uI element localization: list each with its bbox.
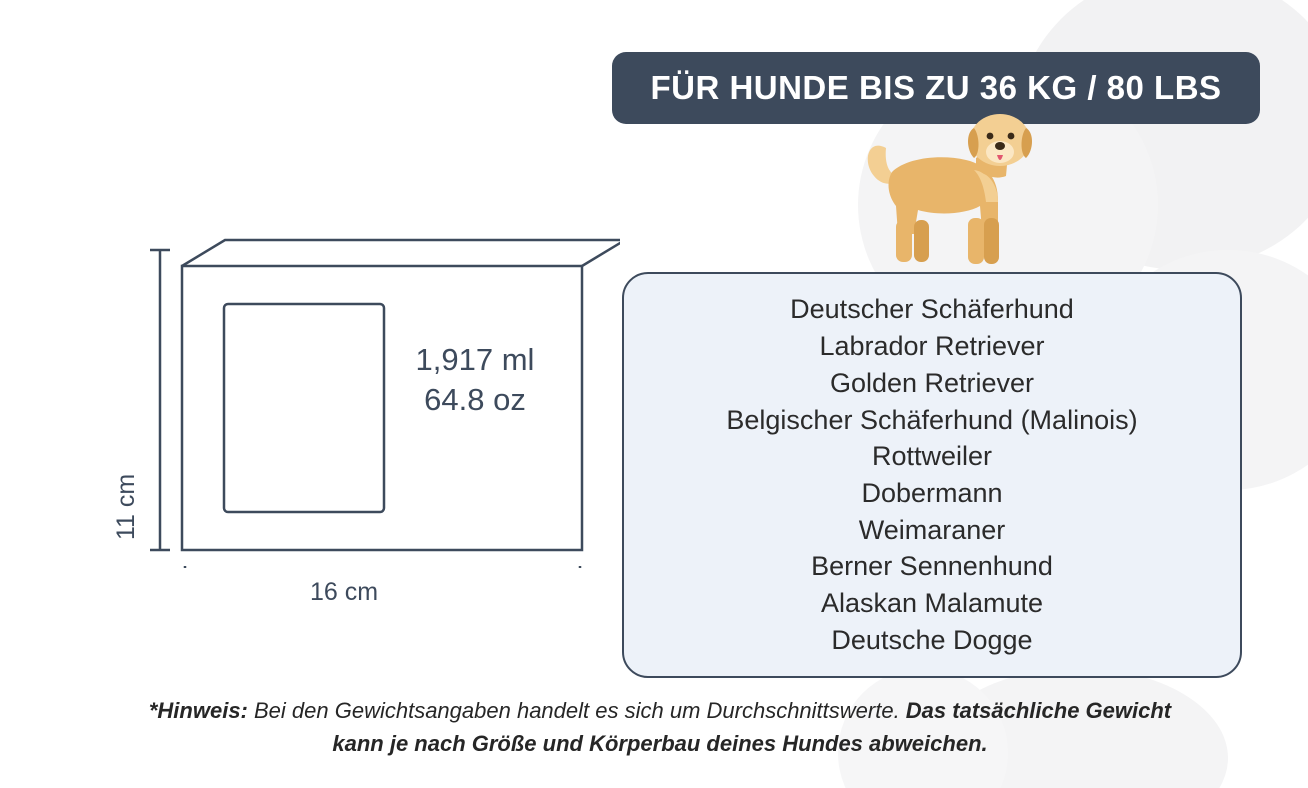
height-dimension-label: 11 cm	[112, 473, 140, 540]
list-item: Rottweiler	[871, 441, 993, 472]
list-item: Deutscher Schäferhund	[790, 294, 1074, 325]
footnote-bold: Das tatsächliche Gewicht kann je nach Größe und Körperbau deines Hundes abweichen.	[332, 698, 1172, 756]
list-item: Weimaraner	[858, 514, 1006, 545]
list-item: Labrador Retriever	[819, 331, 1045, 362]
list-item: Golden Retriever	[829, 367, 1035, 398]
list-item: Berner Sennenhund	[811, 551, 1053, 582]
list-item: Dobermann	[861, 478, 1003, 508]
list-item: Deutsche Dogge	[831, 624, 1033, 655]
volume-readout	[360, 340, 590, 419]
list-item: Belgischer Schäferhund (Malinois)	[726, 404, 1138, 435]
volume-ml: 1,917 ml	[415, 342, 535, 377]
package-dimension-diagram	[60, 210, 620, 630]
width-dimension-label: 16 cm	[310, 578, 379, 606]
breed-list-card	[622, 272, 1242, 678]
golden-retriever-dog-icon	[848, 110, 1038, 285]
footnote-lead: *Hinweis:	[148, 698, 248, 723]
header-title: FÜR HUNDE BIS ZU 36 KG / 80 LBS	[650, 69, 1222, 106]
footnote	[130, 694, 1190, 760]
list-item: Alaskan Malamute	[820, 588, 1044, 619]
footnote-normal: Bei den Gewichtsangaben handelt es sich um Durchschnittswerte.	[247, 698, 906, 723]
volume-oz: 64.8 oz	[424, 381, 526, 417]
